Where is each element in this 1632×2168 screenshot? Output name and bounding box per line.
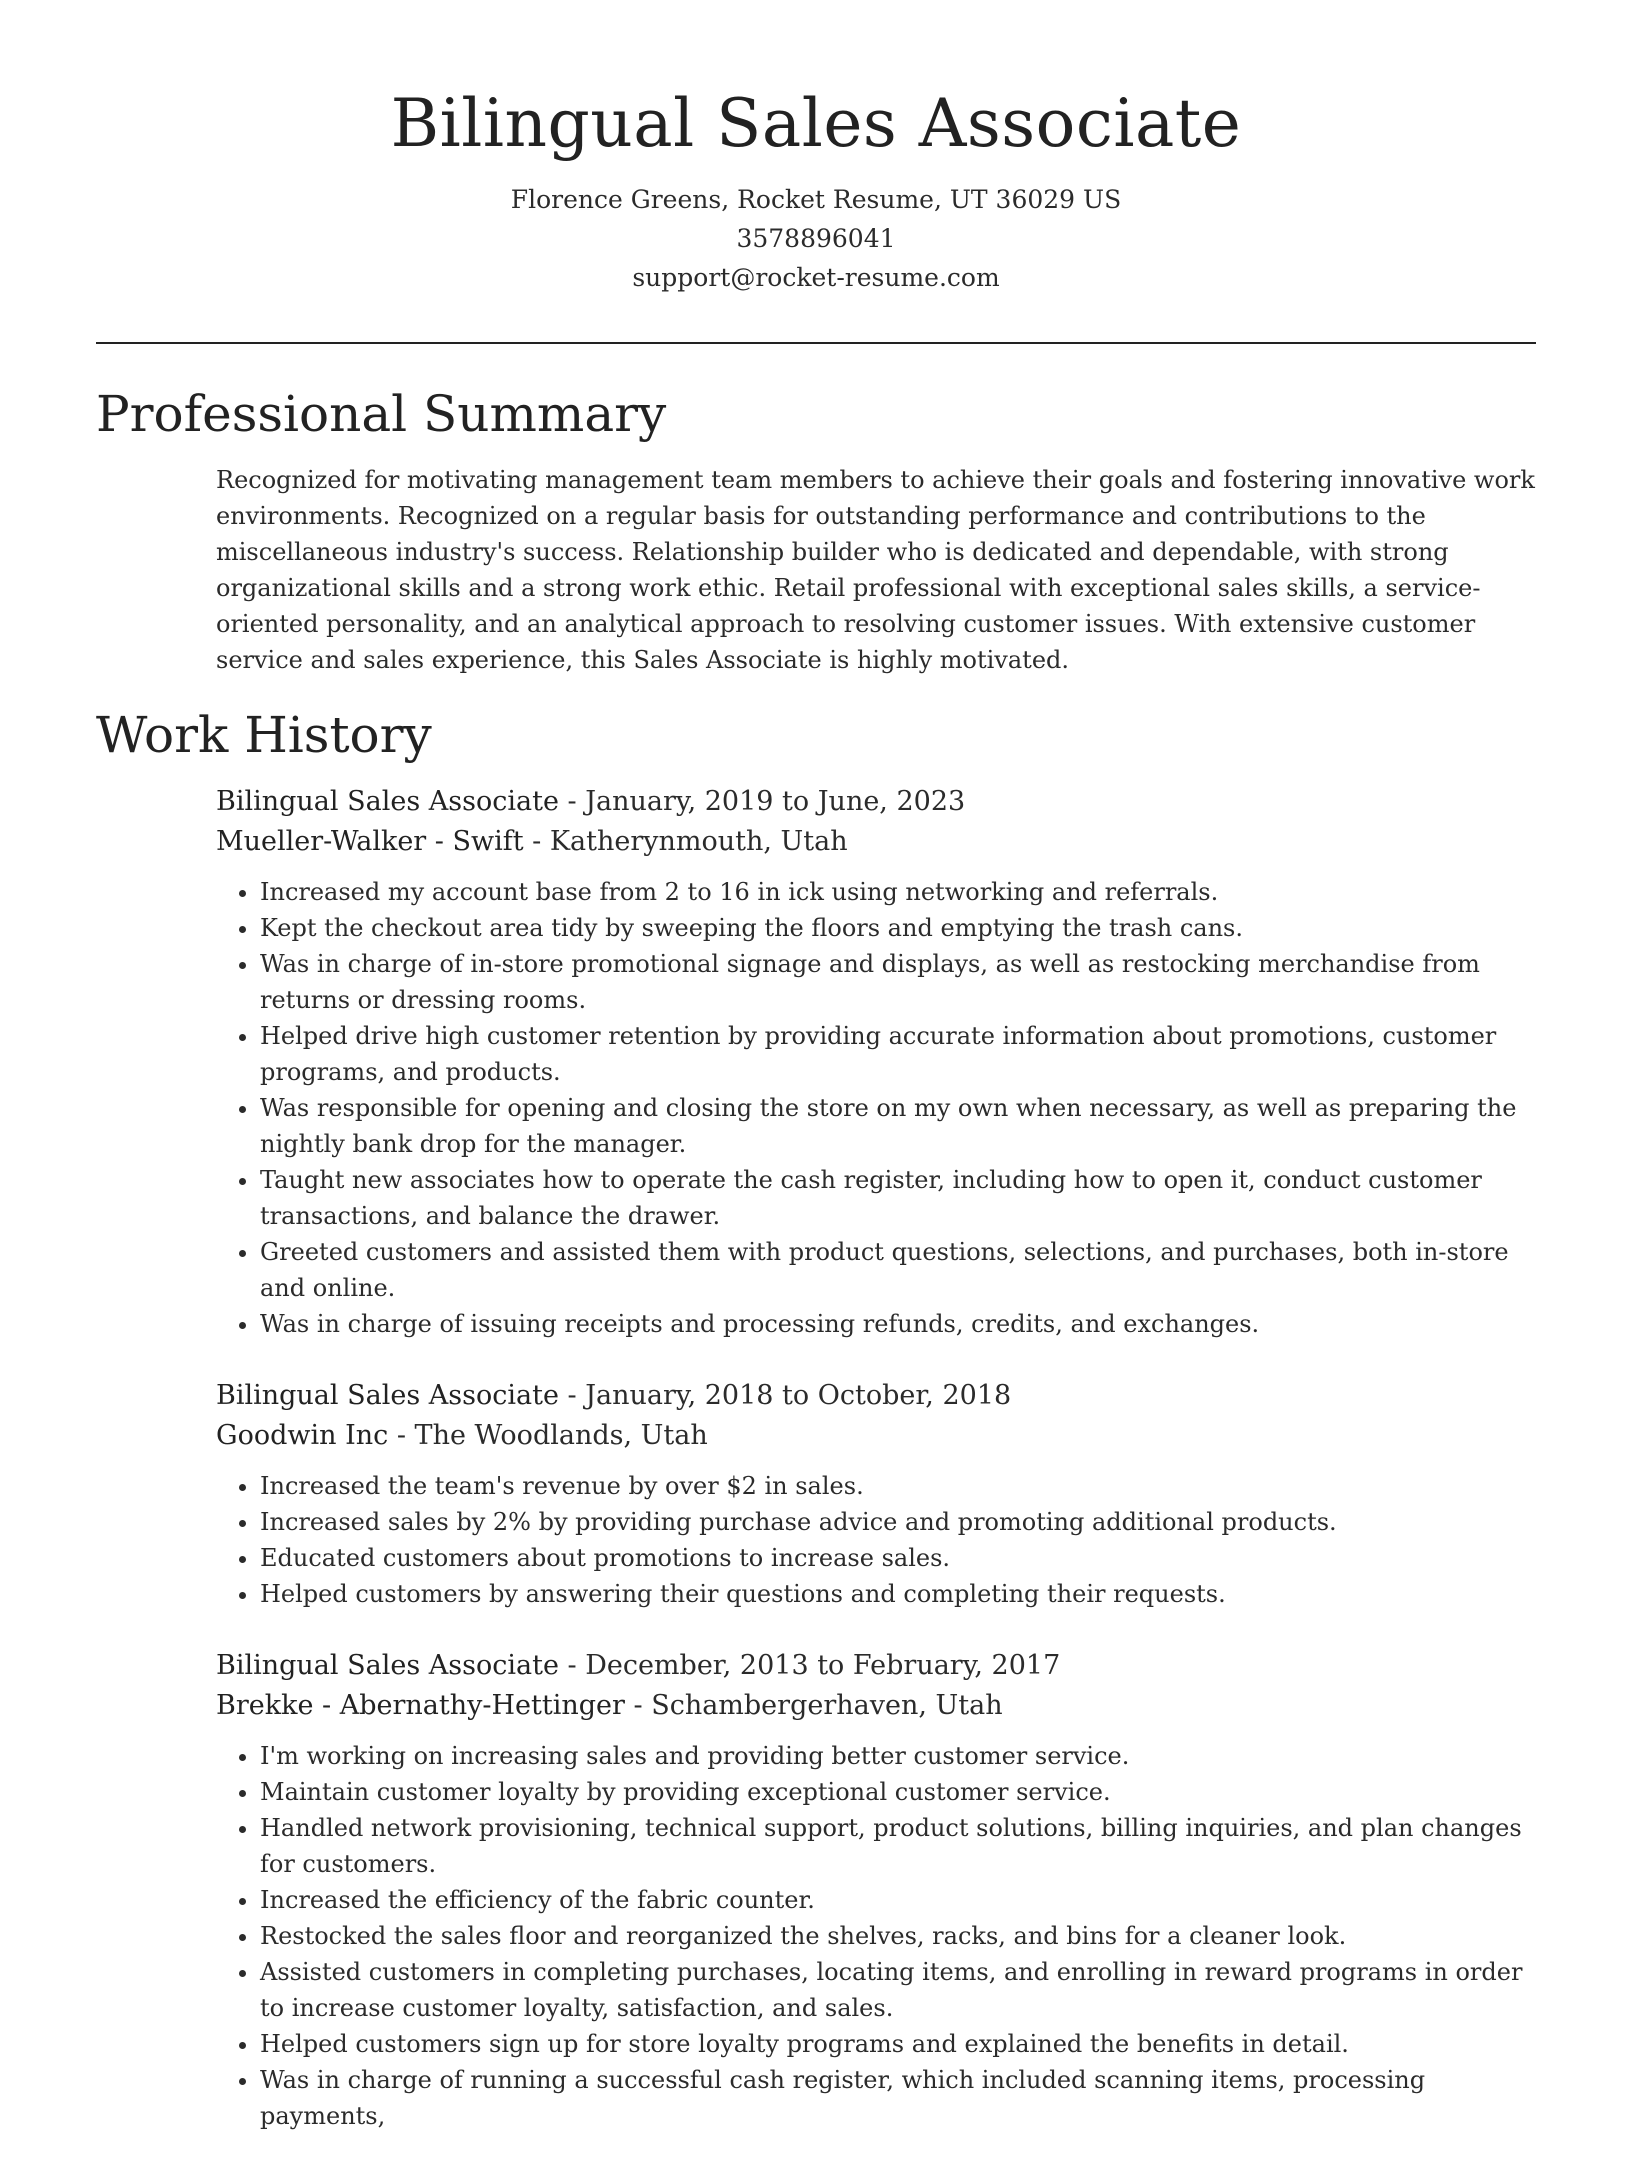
job-entry	[216, 1646, 1536, 2134]
job-employer: Goodwin Inc	[216, 1420, 389, 1451]
work-history-list	[216, 782, 1536, 2168]
job-employer-line	[216, 822, 1536, 862]
work-history-heading: Work History	[96, 706, 432, 764]
job-bullet: • Helped drive high customer retention by providing accurate information about promotions, customer programs, and products.	[260, 1018, 1536, 1090]
job-employer: Mueller-Walker - Swift	[216, 826, 524, 857]
job-dates: - December, 2013 to February, 2017	[558, 1650, 1061, 1681]
header-divider	[96, 342, 1536, 344]
contact-email: support@rocket-resume.com	[632, 263, 1000, 292]
job-bullet: • Assisted customers in completing purchases, locating items, and enrolling in reward programs in order to increase customer loyalty, satisfaction, and sales.	[260, 1954, 1536, 2026]
job-bullet: • Maintain customer loyalty by providing exceptional customer service.	[260, 1774, 1536, 1810]
resume-header	[96, 80, 1536, 297]
job-location: - Katherynmouth, Utah	[523, 826, 848, 857]
job-bullet: • Was in charge of running a successful cash register, which included scanning items, processing payments,	[260, 2062, 1536, 2134]
job-bullet: • Restocked the sales floor and reorganized the shelves, racks, and bins for a cleaner look.	[260, 1918, 1536, 1954]
contact-address: Florence Greens, Rocket Resume, UT 36029 US	[510, 185, 1122, 214]
job-dates: - January, 2018 to October, 2018	[558, 1380, 1012, 1411]
summary-text: Recognized for motivating management team members to achieve their goals and fostering innovative work environments. Recognized on a regular basis for outstanding performance and contributions to the miscellaneous industry's success. Relationship builder who is dedicated and dependable, with strong organizational skills and a strong work ethic. Retail professional with exceptional sales skills, a service-oriented personality, and an analytical approach to resolving customer issues. With extensive customer service and sales experience, this Sales Associate is highly motivated.	[216, 466, 1535, 674]
job-title: Bilingual Sales Associate	[216, 1380, 559, 1411]
job-bullet: • Increased the team's revenue by over $2 in sales.	[260, 1468, 1536, 1504]
job-title-line	[216, 1646, 1536, 1686]
job-bullet: • Handled network provisioning, technical support, product solutions, billing inquiries, and plan changes for customers.	[260, 1810, 1536, 1882]
job-bullets	[216, 874, 1536, 1342]
job-bullets	[216, 1738, 1536, 2134]
job-title: Bilingual Sales Associate	[216, 1650, 559, 1681]
job-bullet: • Kept the checkout area tidy by sweeping the floors and emptying the trash cans.	[260, 910, 1536, 946]
job-employer-line	[216, 1416, 1536, 1456]
job-bullet: • Increased my account base from 2 to 16 in ick using networking and referrals.	[260, 874, 1536, 910]
job-bullets	[216, 1468, 1536, 1612]
job-bullet: • I'm working on increasing sales and providing better customer service.	[260, 1738, 1536, 1774]
job-bullet: • Helped customers by answering their questions and completing their requests.	[260, 1576, 1536, 1612]
job-employer-line	[216, 1686, 1536, 1726]
job-title: Bilingual Sales Associate	[216, 786, 559, 817]
job-dates: - January, 2019 to June, 2023	[558, 786, 966, 817]
job-location: - The Woodlands, Utah	[388, 1420, 708, 1451]
job-bullet: • Was in charge of issuing receipts and processing refunds, credits, and exchanges.	[260, 1306, 1536, 1342]
job-employer: Brekke - Abernathy-Hettinger	[216, 1690, 625, 1721]
summary-heading: Professional Summary	[96, 385, 667, 443]
job-location: - Schambergerhaven, Utah	[624, 1690, 1003, 1721]
job-entry	[216, 1376, 1536, 1612]
job-bullet: • Taught new associates how to operate the cash register, including how to open it, conduct customer transactions, and balance the drawer.	[260, 1162, 1536, 1234]
job-bullet: • Educated customers about promotions to increase sales.	[260, 1540, 1536, 1576]
candidate-name: Bilingual Sales Associate	[390, 85, 1242, 162]
job-bullet: • Greeted customers and assisted them with product questions, selections, and purchases, both in-store and online.	[260, 1234, 1536, 1306]
job-bullet: • Increased the efficiency of the fabric counter.	[260, 1882, 1536, 1918]
job-title-line	[216, 1376, 1536, 1416]
contact-block	[96, 180, 1536, 297]
job-bullet: • Was responsible for opening and closing the store on my own when necessary, as well as preparing the nightly bank drop for the manager.	[260, 1090, 1536, 1162]
job-bullet: • Was in charge of in-store promotional signage and displays, as well as restocking merchandise from returns or dressing rooms.	[260, 946, 1536, 1018]
job-bullet: • Helped customers sign up for store loyalty programs and explained the benefits in detail.	[260, 2026, 1536, 2062]
job-bullet: • Increased sales by 2% by providing purchase advice and promoting additional products.	[260, 1504, 1536, 1540]
job-title-line	[216, 782, 1536, 822]
job-entry	[216, 782, 1536, 1342]
contact-phone: 3578896041	[736, 224, 896, 253]
